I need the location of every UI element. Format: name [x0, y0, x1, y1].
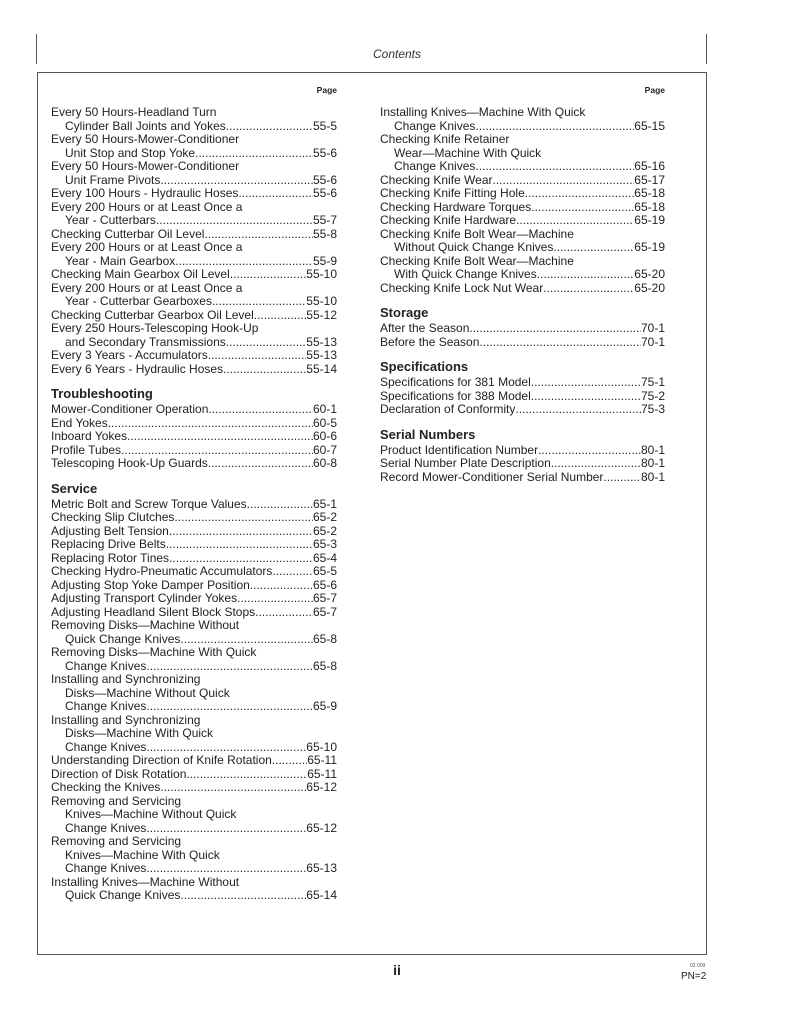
dot-leader	[250, 579, 313, 593]
toc-page-ref: 65-18	[634, 199, 665, 214]
dot-leader	[146, 862, 306, 876]
toc-entry-text: Checking Cutterbar Gearbox Oil Level	[51, 307, 254, 322]
dot-leader	[180, 889, 306, 903]
toc-entry-text: Removing Disks—Machine Without	[51, 618, 240, 632]
toc-entry-text: Checking Slip Clutches	[51, 510, 175, 524]
toc-entry[interactable]	[51, 754, 337, 768]
section-title: Serial Numbers	[380, 426, 476, 442]
toc-page-ref: 55-14	[306, 361, 337, 376]
toc-entry[interactable]	[51, 795, 337, 836]
toc-page-ref: 65-1	[312, 496, 337, 511]
toc-page-ref: 65-12	[306, 820, 337, 835]
dot-leader	[226, 336, 307, 350]
toc-entry[interactable]	[380, 376, 665, 390]
toc-page-ref: 75-2	[640, 388, 665, 403]
toc-entry[interactable]	[51, 592, 337, 606]
toc-entry-text: Adjusting Transport Cylinder Yokes	[51, 591, 238, 605]
toc-entry-text: After the Season	[380, 321, 470, 335]
toc-entry-text: Change Knives	[394, 159, 476, 173]
dot-leader	[479, 336, 641, 350]
dot-leader	[195, 147, 313, 161]
toc-page-ref: 65-11	[307, 753, 337, 767]
dot-leader	[475, 120, 634, 134]
toc-entry[interactable]	[380, 106, 665, 133]
toc-page-ref: 65-5	[312, 564, 337, 578]
toc-entry[interactable]	[380, 133, 665, 174]
toc-entry-text: Checking Hydro-Pneumatic Accumulators	[51, 564, 273, 578]
toc-entry-text: Change Knives	[65, 820, 147, 835]
dot-leader	[208, 349, 307, 363]
toc-entry-text: Checking Cutterbar Oil Level	[51, 226, 205, 241]
toc-entry[interactable]	[51, 538, 337, 552]
toc-page-ref: 60-7	[312, 442, 337, 457]
toc-entry-text: Checking Knife Bolt Wear—Machine	[380, 226, 574, 241]
toc-entry-text: Disks—Machine With Quick	[65, 726, 214, 740]
toc-left-column	[51, 84, 337, 903]
page-header-title: Contents	[372, 47, 422, 61]
toc-page-ref: 65-20	[634, 280, 665, 295]
toc-entry-text: Metric Bolt and Screw Torque Values	[51, 496, 247, 511]
section-title: Storage	[380, 305, 429, 320]
toc-entry[interactable]	[51, 241, 337, 268]
toc-page-ref: 55-8	[312, 226, 337, 241]
toc-entry[interactable]	[51, 349, 337, 363]
toc-page-ref: 65-2	[312, 510, 337, 524]
toc-entry-text: Removing Disks—Machine With Quick	[51, 645, 257, 659]
toc-entry-text: Profile Tubes	[51, 442, 122, 457]
dot-leader	[531, 201, 634, 215]
dot-leader	[515, 403, 641, 417]
toc-entry[interactable]	[380, 403, 665, 417]
toc-entry[interactable]	[380, 444, 665, 458]
toc-entry-text: Quick Change Knives	[65, 888, 181, 902]
toc-page-ref: 60-1	[312, 402, 337, 416]
toc-entry[interactable]	[51, 430, 337, 444]
toc-page-ref: 65-2	[312, 523, 337, 538]
dot-leader	[166, 538, 313, 552]
toc-entry-text: Change Knives	[65, 861, 147, 875]
toc-entry-text: Mower-Conditioner Operation	[51, 402, 209, 416]
toc-page-ref: 65-15	[634, 118, 665, 133]
toc-entry-text: Checking the Knives	[51, 780, 161, 794]
toc-page-ref: 55-6	[312, 186, 337, 200]
toc-entry-text: Change Knives	[65, 699, 147, 713]
toc-page-ref: 65-9	[312, 699, 337, 713]
toc-entry[interactable]	[380, 282, 665, 296]
toc-page-ref: 65-7	[312, 591, 337, 605]
toc-entry[interactable]	[51, 282, 337, 309]
toc-page-ref: 65-10	[306, 739, 337, 754]
dot-leader	[255, 606, 313, 620]
toc-entry[interactable]	[380, 187, 665, 201]
dot-leader	[230, 268, 307, 282]
toc-entry-text: Inboard Yokes	[51, 429, 128, 443]
dot-leader	[238, 187, 313, 201]
toc-page-ref: 65-4	[312, 550, 337, 565]
dot-leader	[516, 214, 634, 228]
toc-page-ref: 80-1	[640, 442, 665, 457]
toc-entry[interactable]	[51, 201, 337, 228]
dot-leader	[146, 741, 306, 755]
toc-entry-text: Every 100 Hours - Hydraulic Hoses	[51, 186, 239, 200]
toc-page-ref: 65-8	[312, 631, 337, 646]
toc-page-ref: 65-17	[634, 172, 665, 187]
toc-page-ref: 65-3	[312, 537, 337, 551]
toc-entry-text: Year - Cutterbar Gearboxes	[65, 294, 212, 308]
toc-entry[interactable]	[51, 552, 337, 566]
toc-entry-text: Specifications for 381 Model	[380, 375, 531, 389]
dot-leader	[156, 214, 313, 228]
toc-entry[interactable]	[380, 336, 665, 350]
toc-entry-text: Unit Frame Pivots	[65, 172, 161, 187]
toc-entry[interactable]	[51, 363, 337, 377]
toc-entry-text: Installing and Synchronizing	[51, 672, 201, 686]
toc-entry[interactable]	[380, 201, 665, 215]
dot-leader	[175, 255, 313, 269]
dot-leader	[538, 444, 641, 458]
toc-page-ref: 55-6	[312, 172, 337, 187]
toc-entry[interactable]	[380, 322, 665, 336]
toc-entry[interactable]	[51, 457, 337, 471]
toc-entry-text: Change Knives	[65, 658, 147, 673]
toc-entry[interactable]	[51, 646, 337, 673]
toc-entry-text: Unit Stop and Stop Yoke	[65, 145, 196, 160]
dot-leader	[121, 444, 313, 458]
toc-entry[interactable]	[51, 606, 337, 620]
toc-entry-text: End Yokes	[51, 415, 108, 430]
toc-entry-text: and Secondary Transmissions	[65, 334, 226, 349]
toc-entry-text: Change Knives	[394, 118, 476, 133]
toc-entry-text: Every 6 Years - Hydraulic Hoses	[51, 361, 224, 376]
toc-entry-text: Cylinder Ball Joints and Yokes	[65, 118, 226, 133]
toc-page-ref: 65-20	[634, 267, 665, 281]
toc-entry-text: Every 3 Years - Accumulators	[51, 348, 208, 362]
dot-leader	[531, 390, 641, 404]
toc-entry[interactable]	[51, 417, 337, 431]
toc-entry-text: Product Identification Number	[380, 442, 539, 457]
toc-entry[interactable]	[51, 133, 337, 160]
dot-leader	[146, 660, 313, 674]
toc-entry[interactable]	[51, 498, 337, 512]
toc-entry-text: Every 200 Hours or at Least Once a	[51, 240, 243, 254]
dot-leader	[204, 228, 313, 242]
toc-page-ref: 60-5	[312, 415, 337, 430]
toc-entry-text: Removing and Servicing	[51, 834, 182, 848]
toc-entry-text: Every 200 Hours or at Least Once a	[51, 280, 243, 295]
toc-entry[interactable]	[380, 214, 665, 228]
page-column-label: Page	[644, 85, 665, 95]
section-title: Service	[51, 480, 98, 496]
page-number: ii	[393, 962, 401, 978]
toc-entry-text: Specifications for 388 Model	[380, 388, 531, 403]
dot-leader	[186, 768, 307, 782]
toc-entry-text: Year - Cutterbars	[65, 213, 156, 227]
toc-entry-text: Checking Knife Wear	[380, 172, 493, 187]
section-title: Troubleshooting	[51, 386, 153, 401]
toc-entry-text: Installing Knives—Machine Without	[51, 874, 240, 889]
dot-leader	[272, 565, 313, 579]
dot-leader	[543, 282, 634, 296]
toc-entry[interactable]	[380, 255, 665, 282]
toc-page-ref: 65-7	[312, 604, 337, 619]
toc-page-ref: 75-3	[640, 402, 665, 416]
toc-page-ref: 55-13	[306, 334, 337, 349]
dot-leader	[108, 417, 313, 431]
toc-entry-text: Adjusting Stop Yoke Damper Position	[51, 577, 250, 592]
toc-page-ref: 65-19	[634, 240, 665, 254]
toc-entry[interactable]	[380, 457, 665, 471]
toc-entry-text: Adjusting Belt Tension	[51, 523, 169, 538]
toc-page-ref: 55-10	[306, 294, 337, 308]
toc-entry[interactable]	[51, 322, 337, 349]
dot-leader	[208, 403, 313, 417]
toc-entry[interactable]	[51, 228, 337, 242]
toc-page-ref: 55-5	[312, 118, 337, 133]
toc-entry[interactable]	[51, 444, 337, 458]
toc-entry-text: Adjusting Headland Silent Block Stops	[51, 604, 256, 619]
dot-leader	[254, 309, 307, 323]
toc-entry[interactable]	[51, 565, 337, 579]
dot-leader	[237, 592, 313, 606]
toc-entry-text: Checking Knife Bolt Wear—Machine	[380, 253, 574, 268]
toc-right-column	[380, 84, 665, 484]
dot-leader	[525, 187, 635, 201]
toc-page-ref: 55-6	[312, 145, 337, 160]
toc-entry[interactable]	[51, 511, 337, 525]
toc-entry[interactable]	[51, 187, 337, 201]
toc-entry-text: Record Mower-Conditioner Serial Number	[380, 469, 604, 484]
dot-leader	[531, 376, 641, 390]
toc-entry-text: Wear—Machine With Quick	[394, 145, 542, 160]
toc-entry-text: Without Quick Change Knives	[394, 240, 554, 254]
dot-leader	[127, 430, 313, 444]
toc-page-ref: 65-13	[306, 861, 337, 875]
toc-entry[interactable]	[51, 714, 337, 755]
toc-page-ref: 80-1	[640, 469, 665, 484]
toc-entry-text: Every 50 Hours-Mower-Conditioner	[51, 159, 240, 173]
toc-entry-text: Checking Knife Lock Nut Wear	[380, 280, 544, 295]
toc-page-ref: 70-1	[640, 321, 665, 335]
toc-entry[interactable]	[51, 768, 337, 782]
dot-leader	[272, 754, 307, 768]
dot-leader	[160, 781, 306, 795]
dot-leader	[169, 552, 313, 566]
dot-leader	[537, 268, 635, 282]
toc-entry-text: Serial Number Plate Description	[380, 456, 551, 470]
toc-entry-text: Checking Knife Hardware	[380, 213, 517, 227]
toc-entry-text: Before the Season	[380, 334, 480, 349]
dot-leader	[475, 160, 634, 174]
dot-leader	[146, 700, 313, 714]
toc-entry-text: Disks—Machine Without Quick	[65, 685, 230, 700]
toc-page-ref: 55-9	[312, 253, 337, 268]
toc-entry-text: Telescoping Hook-Up Guards	[51, 456, 208, 470]
toc-page-ref: 65-12	[306, 780, 337, 794]
toc-entry[interactable]	[51, 781, 337, 795]
toc-entry[interactable]	[51, 309, 337, 323]
doc-code: 02 009	[690, 963, 706, 969]
dot-leader	[208, 457, 313, 471]
dot-leader	[247, 498, 313, 512]
toc-entry[interactable]	[380, 390, 665, 404]
page-column-label: Page	[316, 85, 337, 95]
toc-entry-text: With Quick Change Knives	[394, 267, 537, 281]
dot-leader	[226, 120, 313, 134]
toc-page-ref: 75-1	[640, 375, 665, 389]
dot-leader	[180, 633, 313, 647]
toc-entry[interactable]	[51, 619, 337, 646]
toc-entry-text: Every 200 Hours or at Least Once a	[51, 199, 243, 214]
toc-entry[interactable]	[380, 471, 665, 485]
toc-entry-text: Every 50 Hours-Headland Turn	[51, 105, 217, 119]
toc-page-ref: 55-7	[312, 213, 337, 227]
toc-page-ref: 65-18	[634, 186, 665, 200]
toc-page-ref: 65-14	[306, 888, 337, 902]
toc-page-ref: 55-12	[306, 307, 337, 322]
toc-entry[interactable]	[51, 835, 337, 876]
toc-entry-text: Installing Knives—Machine With Quick	[380, 105, 586, 119]
toc-entry-text: Installing and Synchronizing	[51, 712, 201, 727]
dot-leader	[212, 295, 306, 309]
toc-entry[interactable]	[51, 876, 337, 903]
toc-entry[interactable]	[51, 268, 337, 282]
toc-entry-text: Knives—Machine With Quick	[65, 847, 220, 862]
toc-page-ref: 70-1	[640, 334, 665, 349]
pn-label: PN=2	[681, 971, 707, 982]
toc-entry-text: Declaration of Conformity	[380, 402, 516, 416]
toc-page-ref: 65-16	[634, 159, 665, 173]
toc-entry[interactable]	[51, 525, 337, 539]
toc-entry[interactable]	[51, 160, 337, 187]
toc-entry-text: Replacing Rotor Tines	[51, 550, 170, 565]
dot-leader	[146, 822, 306, 836]
toc-entry-text: Change Knives	[65, 739, 147, 754]
dot-leader	[169, 525, 313, 539]
dot-leader	[551, 457, 641, 471]
dot-leader	[160, 174, 313, 188]
toc-entry[interactable]	[380, 174, 665, 188]
toc-page-ref: 55-13	[306, 348, 337, 362]
dot-leader	[493, 174, 635, 188]
toc-entry[interactable]	[51, 579, 337, 593]
toc-entry[interactable]	[380, 228, 665, 255]
toc-page-ref: 80-1	[640, 456, 665, 470]
toc-page-ref: 65-19	[634, 213, 665, 227]
section-title: Specifications	[380, 359, 469, 374]
toc-entry[interactable]	[51, 106, 337, 133]
toc-page-ref: 65-11	[307, 766, 337, 781]
toc-page-ref: 65-6	[312, 577, 337, 592]
toc-page-ref: 65-8	[312, 658, 337, 673]
toc-entry-text: Checking Knife Retainer	[380, 132, 510, 146]
toc-entry-text: Replacing Drive Belts	[51, 537, 166, 551]
toc-entry-text: Every 250 Hours-Telescoping Hook-Up	[51, 321, 259, 335]
toc-entry-text: Quick Change Knives	[65, 631, 181, 646]
toc-entry[interactable]	[51, 673, 337, 714]
toc-entry-text: Checking Main Gearbox Oil Level	[51, 267, 230, 281]
dot-leader	[603, 471, 641, 485]
toc-entry-text: Removing and Servicing	[51, 793, 182, 808]
dot-leader	[174, 511, 313, 525]
dot-leader	[469, 322, 641, 336]
toc-entry-text: Understanding Direction of Knife Rotation	[51, 753, 272, 767]
toc-entry-text: Checking Hardware Torques	[380, 199, 532, 214]
toc-entry[interactable]	[51, 403, 337, 417]
toc-entry-text: Every 50 Hours-Mower-Conditioner	[51, 132, 240, 146]
toc-page-ref: 60-6	[312, 429, 337, 443]
dot-leader	[553, 241, 634, 255]
toc-entry-text: Year - Main Gearbox	[65, 253, 176, 268]
toc-entry-text: Direction of Disk Rotation	[51, 766, 187, 781]
toc-entry-text: Knives—Machine Without Quick	[65, 807, 237, 821]
toc-page-ref: 55-10	[306, 267, 337, 281]
toc-entry-text: Checking Knife Fitting Hole	[380, 186, 525, 200]
dot-leader	[223, 363, 306, 377]
toc-page-ref: 60-8	[312, 456, 337, 470]
